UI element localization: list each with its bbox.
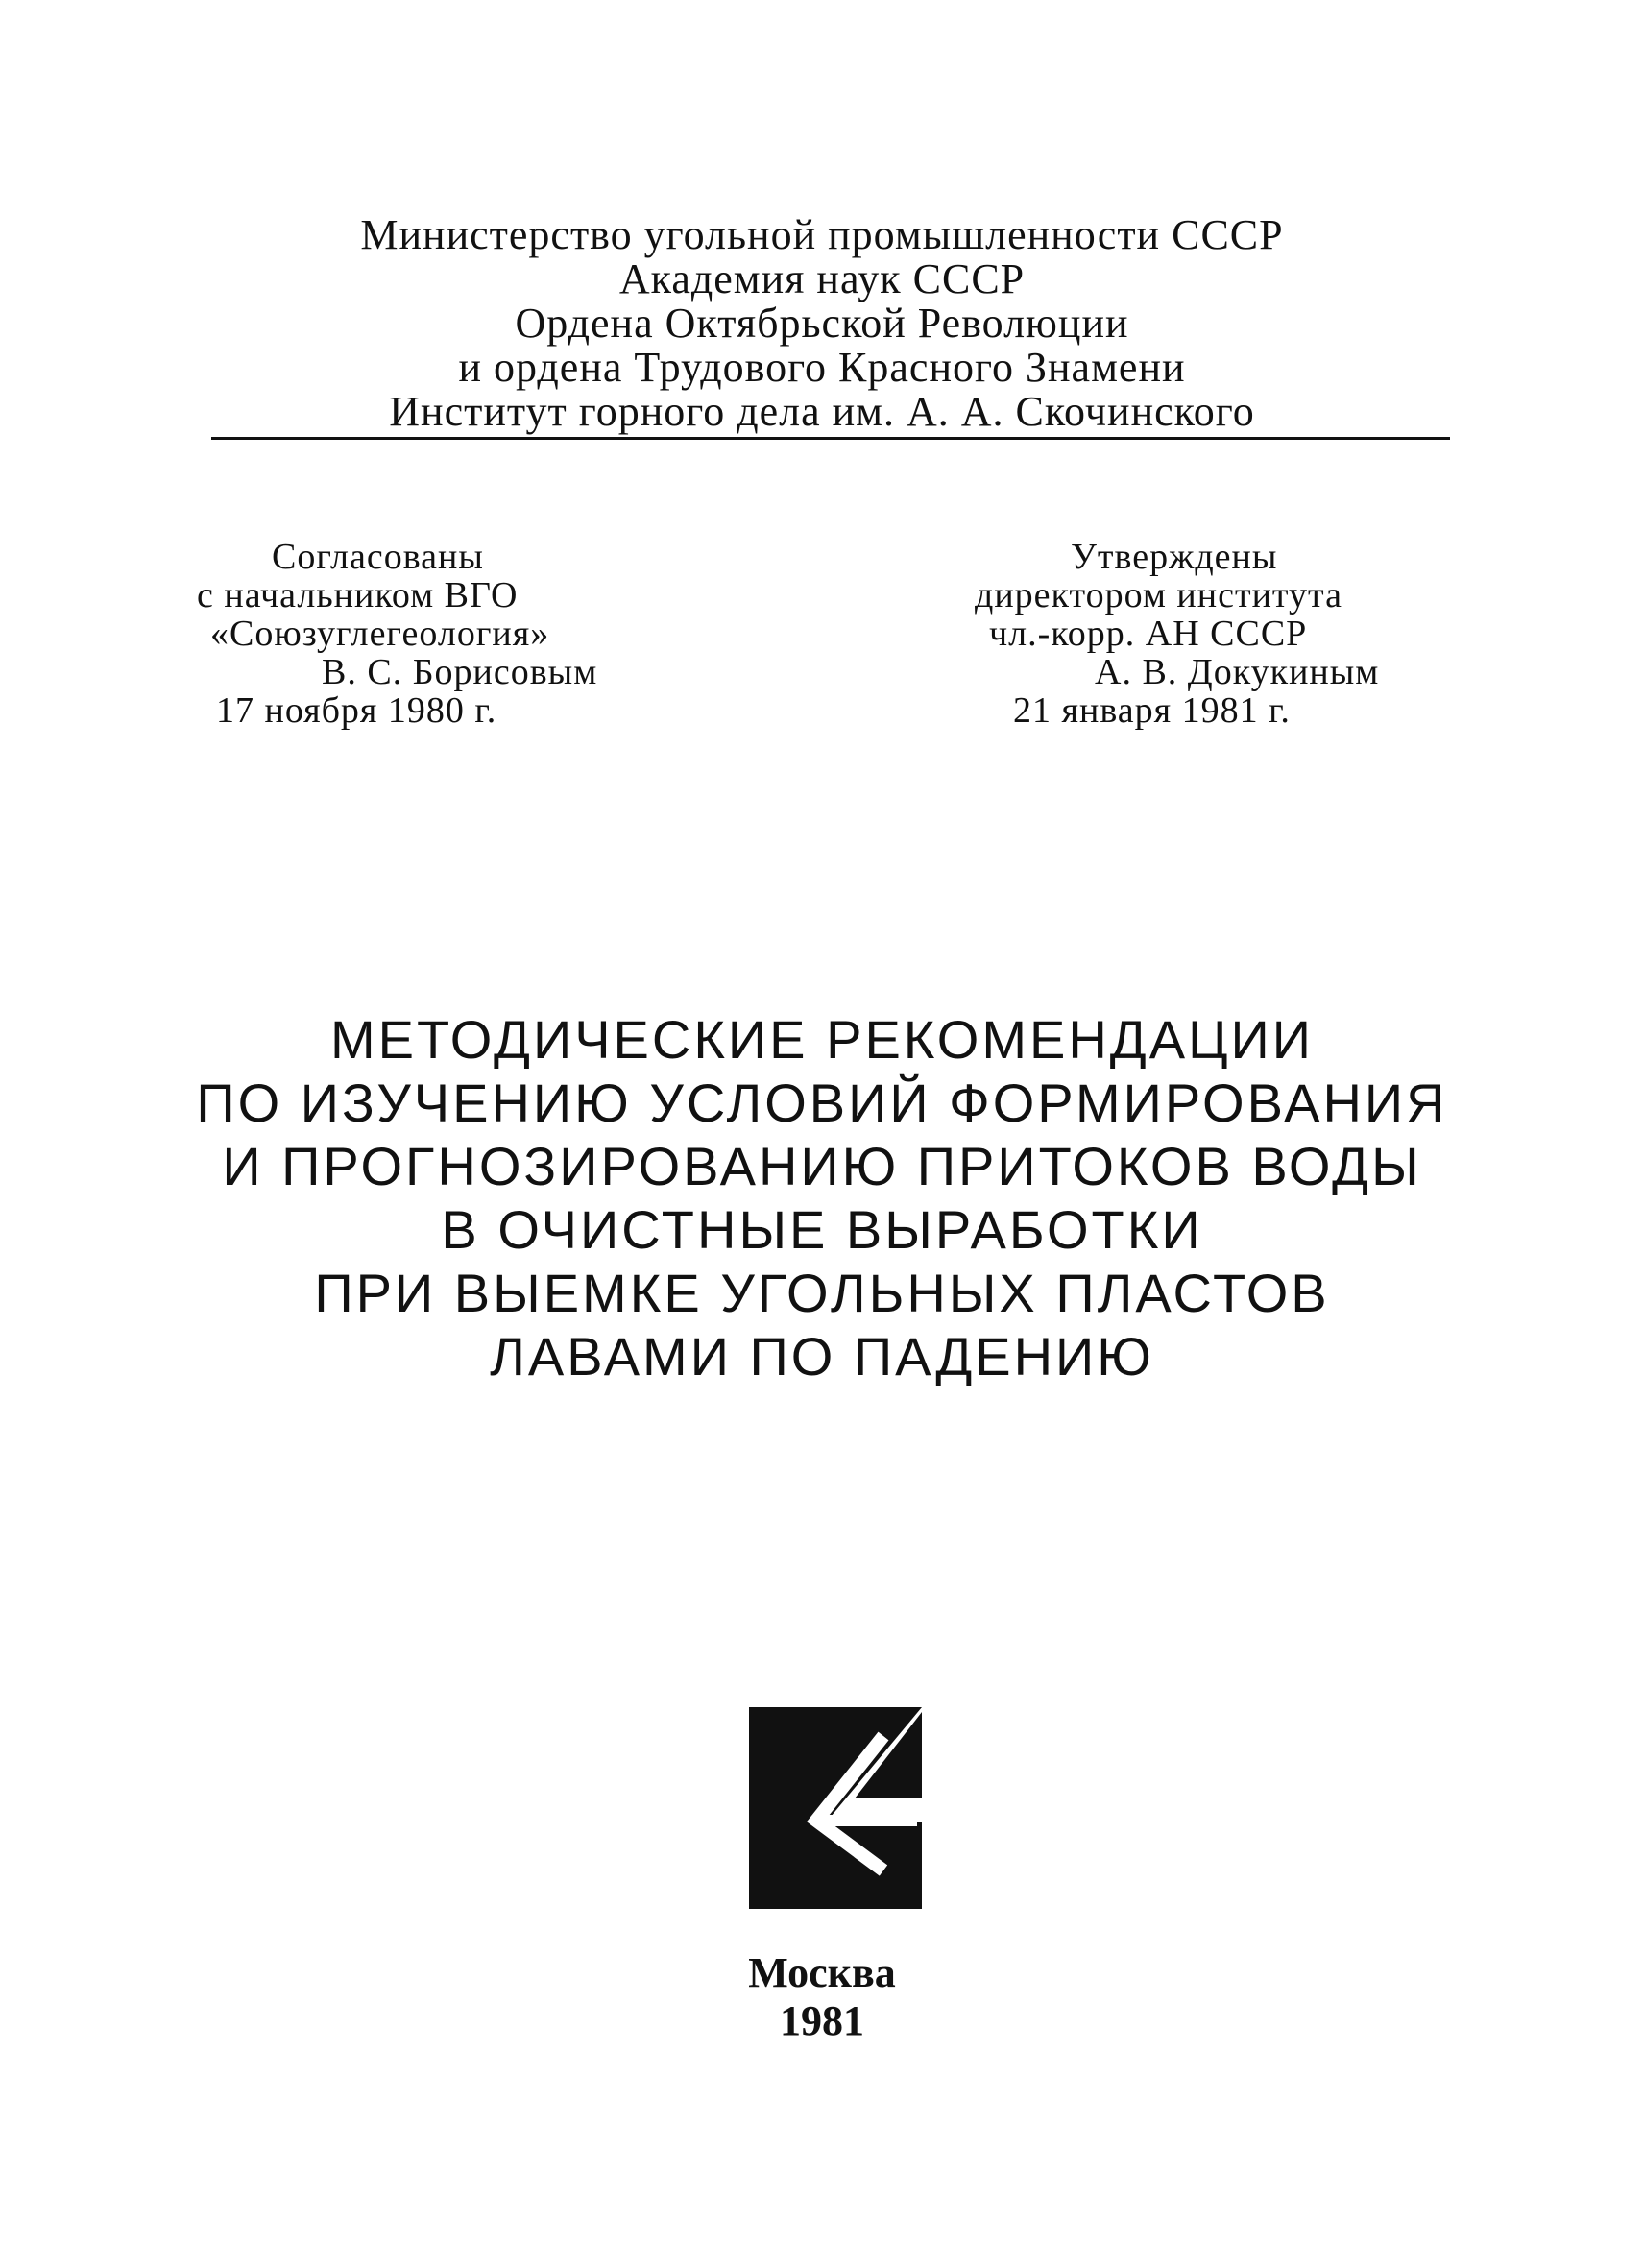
order-line-1: Ордена Октябрьской Революции: [515, 300, 1129, 347]
approved-title: чл.-корр. АН СССР: [989, 614, 1308, 654]
title-line-3: И ПРОГНОЗИРОВАНИЮ ПРИТОКОВ ВОДЫ: [222, 1136, 1422, 1196]
issuing-organization: [0, 213, 1644, 434]
ministry-line: Министерство угольной промышленности СССР: [360, 211, 1284, 258]
approved-heading: Утверждены: [1071, 537, 1278, 577]
imprint: [0, 1949, 1644, 2045]
agreed-heading: Согласованы: [272, 537, 484, 577]
agreed-signatory: В. С. Борисовым: [322, 652, 598, 692]
header-divider: [211, 437, 1450, 440]
publication-city: Москва: [748, 1949, 896, 1996]
agreed-position: с начальником ВГО: [197, 575, 519, 615]
agreed-date: 17 ноября 1980 г.: [216, 690, 497, 731]
agreed-organization: «Союзуглегеология»: [210, 614, 550, 654]
approved-position: директором института: [975, 575, 1342, 615]
title-line-6: ЛАВАМИ ПО ПАДЕНИЮ: [490, 1326, 1154, 1387]
institute-line: Институт горного дела им. А. А. Скочинского: [389, 388, 1255, 435]
order-line-2: и ордена Трудового Красного Знамени: [458, 344, 1186, 391]
publication-year: 1981: [780, 1997, 864, 2044]
approved-date: 21 января 1981 г.: [1013, 690, 1291, 731]
title-line-2: ПО ИЗУЧЕНИЮ УСЛОВИЙ ФОРМИРОВАНИЯ: [196, 1073, 1448, 1133]
title-line-4: В ОЧИСТНЫЕ ВЫРАБОТКИ: [441, 1199, 1203, 1260]
publisher-logo-icon: [749, 1707, 922, 1909]
document-title: [0, 1008, 1644, 1388]
title-line-5: ПРИ ВЫЕМКЕ УГОЛЬНЫХ ПЛАСТОВ: [314, 1263, 1330, 1323]
approved-signatory: А. В. Докукиным: [1095, 652, 1380, 692]
title-line-1: МЕТОДИЧЕСКИЕ РЕКОМЕНДАЦИИ: [330, 1009, 1314, 1070]
approval-agreed-block: [187, 538, 725, 730]
approval-approved-block: [951, 538, 1488, 730]
academy-line: Академия наук СССР: [618, 255, 1026, 302]
